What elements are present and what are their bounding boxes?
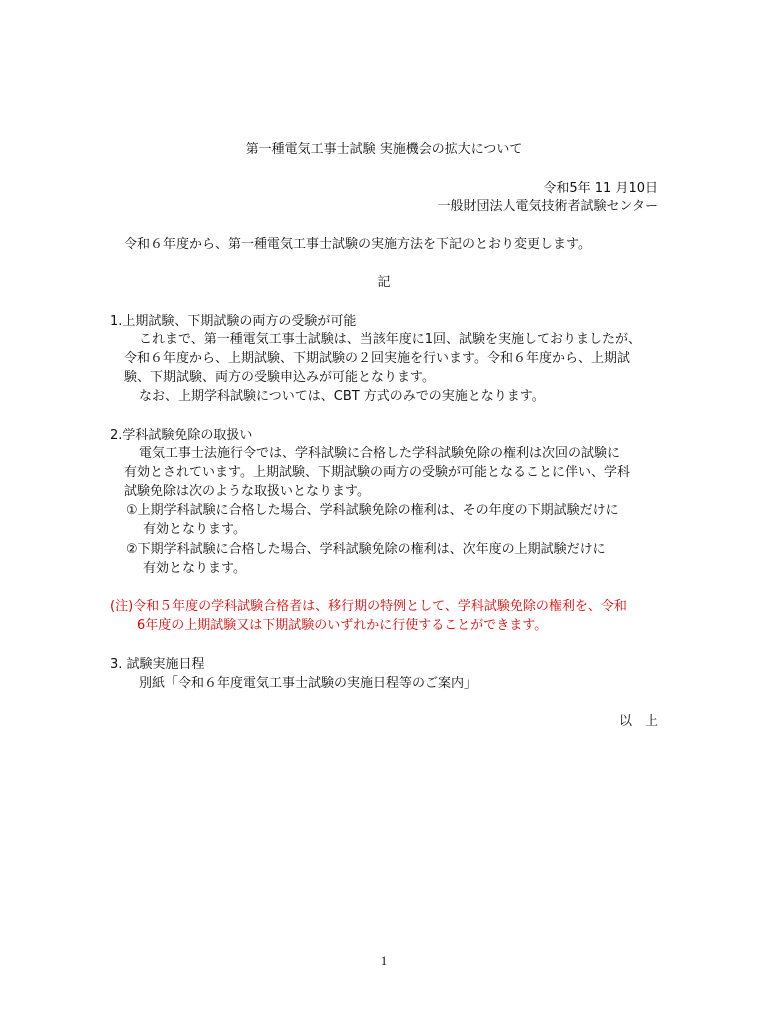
closing-ijo: 以 上	[618, 714, 658, 729]
section2-item: ②下期学科試験に合格した場合、学科試験免除の権利は、次年度の上期試験だけに	[126, 542, 606, 557]
section3-line: 別紙「令和６年度電気工事士試験の実施日程等のご案内」	[139, 676, 478, 691]
section3-heading: 3. 試験実施日程	[110, 657, 205, 672]
section1-line: 験、下期試験、両方の受験申込みが可能となります。	[124, 370, 435, 385]
section1-heading: 1.上期試験、下期試験の両方の受験が可能	[110, 314, 357, 329]
issuer-name: 一般財団法人電気技術者試験センター	[437, 199, 658, 214]
section1-line: 令和６年度から、上期試験、下期試験の２回実施を行います。令和６年度から、上期試	[124, 351, 630, 366]
note-line: (注)令和５年度の学科試験合格者は、移行期の特例として、学科試験免除の権利を、令和	[110, 599, 627, 614]
section1-line: なお、上期学科試験については、CBT 方式のみでの実施となります。	[139, 389, 545, 404]
section2-item-continuation: 有効となります。	[143, 522, 246, 537]
document-title: 第一種電気工事士試験 実施機会の拡大について	[245, 142, 523, 157]
section2-line: 電気工事士法施行令では、学科試験に合格した学科試験免除の権利は次回の試験に	[139, 446, 621, 461]
section2-item-continuation: 有効となります。	[143, 561, 246, 576]
note-line: 6年度の上期試験又は下期試験のいずれかに行使することができます。	[137, 618, 548, 633]
section2-heading: 2.学科試験免除の取扱い	[110, 428, 253, 443]
section1-line: これまで、第一種電気工事士試験は、当該年度に1回、試験を実施しておりましたが、	[139, 332, 642, 347]
ki-heading: 記	[377, 275, 391, 290]
intro-paragraph: 令和６年度から、第一種電気工事士試験の実施方法を下記のとおり変更します。	[124, 237, 591, 252]
document-date: 令和5年 11 月10日	[543, 181, 658, 196]
section2-item: ①上期学科試験に合格した場合、学科試験免除の権利は、その年度の下期試験だけに	[126, 503, 619, 518]
page-number: 1	[380, 953, 388, 968]
section2-line: 有効とされています。上期試験、下期試験の両方の受験が可能となることに伴い、学科	[124, 465, 630, 480]
section2-line: 試験免除は次のような取扱いとなります。	[124, 484, 370, 499]
